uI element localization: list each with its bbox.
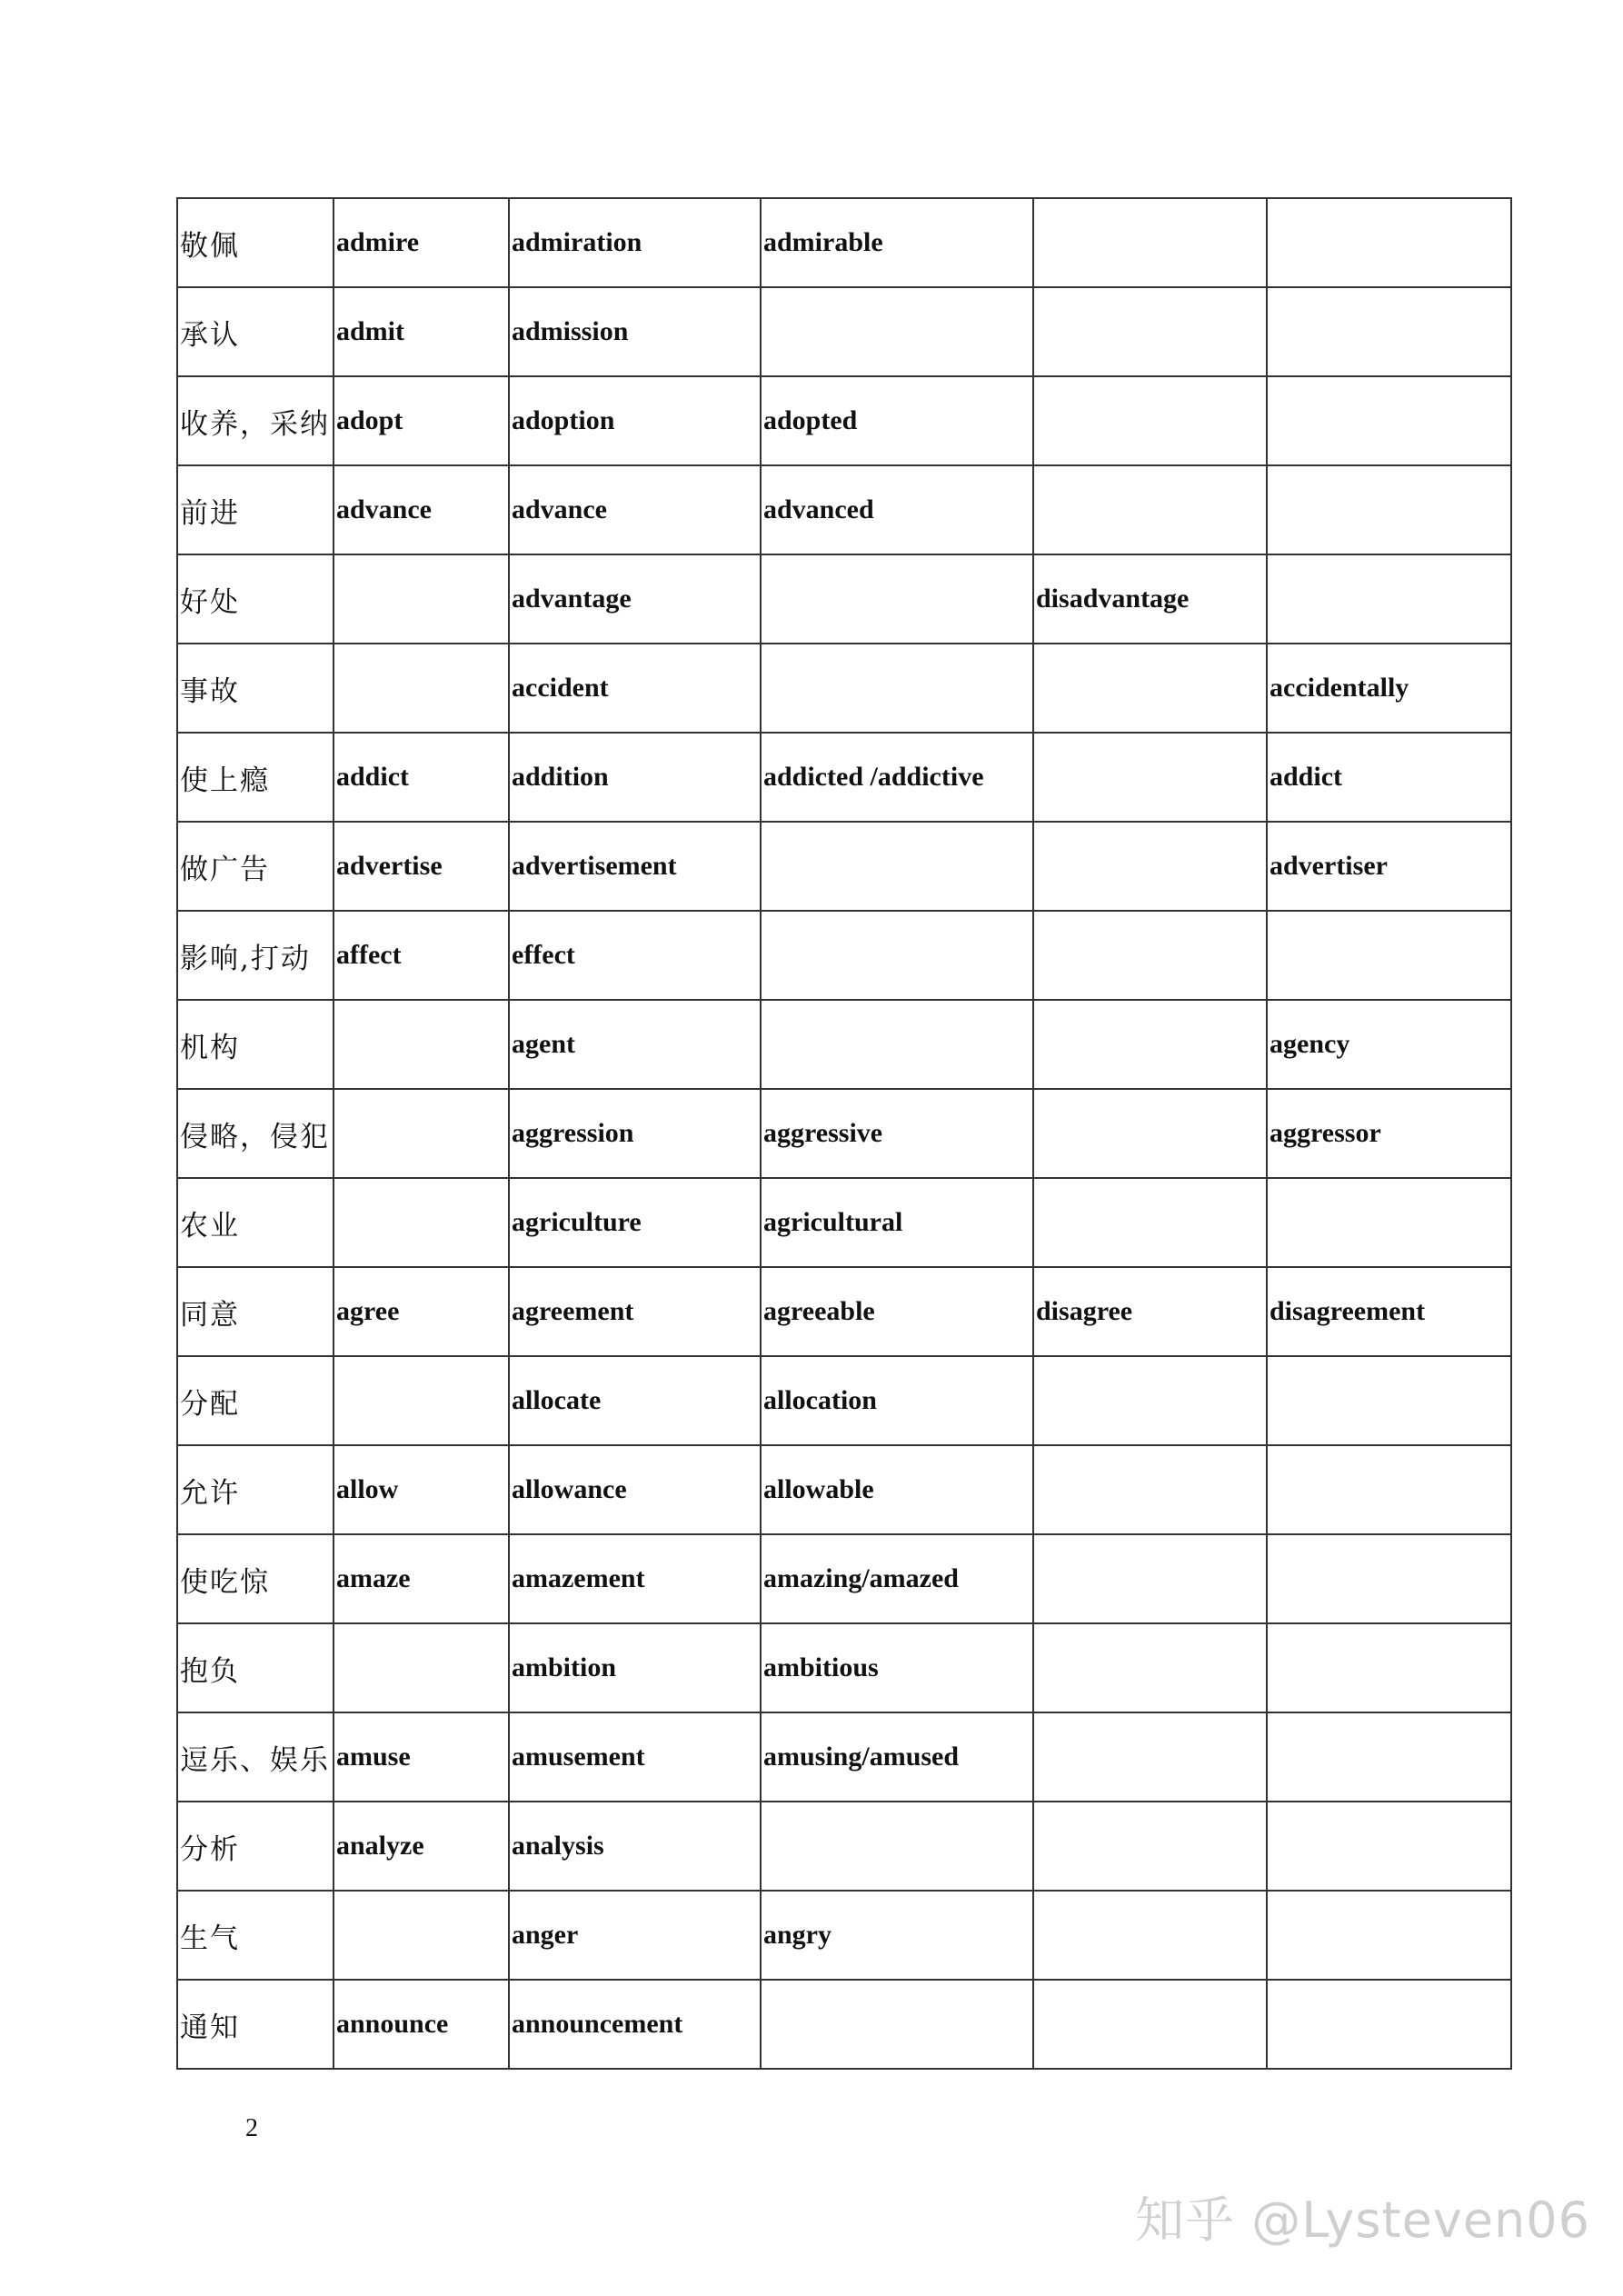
noun-form-cell: addition: [509, 733, 761, 822]
table-row: [177, 822, 1511, 911]
other-form-cell: [1267, 554, 1511, 644]
chinese-meaning-cell: 通知: [177, 1980, 334, 2069]
antonym-form-cell: [1033, 644, 1267, 733]
adjective-form-cell: amusing/amused: [761, 1712, 1033, 1802]
antonym-form-cell: [1033, 198, 1267, 287]
antonym-form-cell: [1033, 1534, 1267, 1623]
other-form-cell: [1267, 1623, 1511, 1712]
chinese-meaning-cell: 同意: [177, 1267, 334, 1356]
verb-form-cell: adopt: [334, 376, 509, 465]
noun-form-cell: advantage: [509, 554, 761, 644]
verb-form-cell: [334, 1356, 509, 1445]
antonym-form-cell: [1033, 1178, 1267, 1267]
verb-form-cell: [334, 1891, 509, 1980]
chinese-meaning-cell: 做广告: [177, 822, 334, 911]
chinese-meaning-cell: 分配: [177, 1356, 334, 1445]
adjective-form-cell: [761, 554, 1033, 644]
verb-form-cell: advance: [334, 465, 509, 554]
other-form-cell: accidentally: [1267, 644, 1511, 733]
antonym-form-cell: [1033, 911, 1267, 1000]
adjective-form-cell: addicted /addictive: [761, 733, 1033, 822]
noun-form-cell: agent: [509, 1000, 761, 1089]
chinese-meaning-cell: 事故: [177, 644, 334, 733]
other-form-cell: [1267, 1356, 1511, 1445]
table-row: [177, 465, 1511, 554]
verb-form-cell: allow: [334, 1445, 509, 1534]
noun-form-cell: agriculture: [509, 1178, 761, 1267]
antonym-form-cell: [1033, 1891, 1267, 1980]
antonym-form-cell: [1033, 1802, 1267, 1891]
chinese-meaning-cell: 好处: [177, 554, 334, 644]
adjective-form-cell: ambitious: [761, 1623, 1033, 1712]
noun-form-cell: ambition: [509, 1623, 761, 1712]
chinese-meaning-cell: 允许: [177, 1445, 334, 1534]
adjective-form-cell: [761, 911, 1033, 1000]
verb-form-cell: addict: [334, 733, 509, 822]
table-row: [177, 287, 1511, 376]
verb-form-cell: [334, 1623, 509, 1712]
verb-form-cell: announce: [334, 1980, 509, 2069]
table-row: [177, 1623, 1511, 1712]
antonym-form-cell: disagree: [1033, 1267, 1267, 1356]
other-form-cell: [1267, 465, 1511, 554]
noun-form-cell: analysis: [509, 1802, 761, 1891]
noun-form-cell: amusement: [509, 1712, 761, 1802]
noun-form-cell: advance: [509, 465, 761, 554]
chinese-meaning-cell: 农业: [177, 1178, 334, 1267]
table-row: [177, 1178, 1511, 1267]
other-form-cell: [1267, 1802, 1511, 1891]
adjective-form-cell: amazing/amazed: [761, 1534, 1033, 1623]
verb-form-cell: admit: [334, 287, 509, 376]
table-row: [177, 1267, 1511, 1356]
adjective-form-cell: advanced: [761, 465, 1033, 554]
chinese-meaning-cell: 抱负: [177, 1623, 334, 1712]
chinese-meaning-cell: 使吃惊: [177, 1534, 334, 1623]
other-form-cell: disagreement: [1267, 1267, 1511, 1356]
other-form-cell: addict: [1267, 733, 1511, 822]
noun-form-cell: allocate: [509, 1356, 761, 1445]
table-row: [177, 1891, 1511, 1980]
chinese-meaning-cell: 逗乐、娱乐: [177, 1712, 334, 1802]
antonym-form-cell: [1033, 1623, 1267, 1712]
antonym-form-cell: [1033, 1089, 1267, 1178]
other-form-cell: [1267, 1712, 1511, 1802]
antonym-form-cell: [1033, 287, 1267, 376]
adjective-form-cell: agreeable: [761, 1267, 1033, 1356]
verb-form-cell: analyze: [334, 1802, 509, 1891]
chinese-meaning-cell: 侵略，侵犯: [177, 1089, 334, 1178]
verb-form-cell: admire: [334, 198, 509, 287]
adjective-form-cell: angry: [761, 1891, 1033, 1980]
antonym-form-cell: [1033, 1445, 1267, 1534]
watermark: 知乎 @Lysteven06: [1135, 2191, 1590, 2249]
other-form-cell: [1267, 376, 1511, 465]
adjective-form-cell: [761, 1802, 1033, 1891]
table-row: [177, 1802, 1511, 1891]
antonym-form-cell: [1033, 1000, 1267, 1089]
verb-form-cell: [334, 554, 509, 644]
verb-form-cell: affect: [334, 911, 509, 1000]
other-form-cell: [1267, 1891, 1511, 1980]
table-row: [177, 1534, 1511, 1623]
table-row: [177, 1445, 1511, 1534]
adjective-form-cell: adopted: [761, 376, 1033, 465]
noun-form-cell: amazement: [509, 1534, 761, 1623]
noun-form-cell: aggression: [509, 1089, 761, 1178]
chinese-meaning-cell: 分析: [177, 1802, 334, 1891]
table-row: [177, 1712, 1511, 1802]
other-form-cell: [1267, 911, 1511, 1000]
other-form-cell: [1267, 1980, 1511, 2069]
vocabulary-table: [176, 197, 1512, 2070]
noun-form-cell: announcement: [509, 1980, 761, 2069]
noun-form-cell: admission: [509, 287, 761, 376]
chinese-meaning-cell: 影响,打动: [177, 911, 334, 1000]
table-row: [177, 1980, 1511, 2069]
adjective-form-cell: agricultural: [761, 1178, 1033, 1267]
verb-form-cell: advertise: [334, 822, 509, 911]
noun-form-cell: effect: [509, 911, 761, 1000]
table-row: [177, 911, 1511, 1000]
antonym-form-cell: disadvantage: [1033, 554, 1267, 644]
noun-form-cell: allowance: [509, 1445, 761, 1534]
adjective-form-cell: admirable: [761, 198, 1033, 287]
other-form-cell: agency: [1267, 1000, 1511, 1089]
table-row: [177, 1356, 1511, 1445]
table-row: [177, 198, 1511, 287]
vocabulary-table-body: [177, 198, 1511, 2069]
table-row: [177, 733, 1511, 822]
adjective-form-cell: [761, 1000, 1033, 1089]
noun-form-cell: admiration: [509, 198, 761, 287]
chinese-meaning-cell: 前进: [177, 465, 334, 554]
verb-form-cell: [334, 1178, 509, 1267]
other-form-cell: [1267, 1178, 1511, 1267]
noun-form-cell: accident: [509, 644, 761, 733]
antonym-form-cell: [1033, 376, 1267, 465]
noun-form-cell: anger: [509, 1891, 761, 1980]
other-form-cell: advertiser: [1267, 822, 1511, 911]
table-row: [177, 1089, 1511, 1178]
adjective-form-cell: aggressive: [761, 1089, 1033, 1178]
other-form-cell: [1267, 1534, 1511, 1623]
other-form-cell: aggressor: [1267, 1089, 1511, 1178]
chinese-meaning-cell: 承认: [177, 287, 334, 376]
verb-form-cell: [334, 1000, 509, 1089]
noun-form-cell: advertisement: [509, 822, 761, 911]
antonym-form-cell: [1033, 465, 1267, 554]
chinese-meaning-cell: 生气: [177, 1891, 334, 1980]
adjective-form-cell: allocation: [761, 1356, 1033, 1445]
antonym-form-cell: [1033, 1980, 1267, 2069]
other-form-cell: [1267, 1445, 1511, 1534]
adjective-form-cell: [761, 644, 1033, 733]
chinese-meaning-cell: 机构: [177, 1000, 334, 1089]
chinese-meaning-cell: 敬佩: [177, 198, 334, 287]
verb-form-cell: [334, 1089, 509, 1178]
table-row: [177, 376, 1511, 465]
antonym-form-cell: [1033, 1356, 1267, 1445]
noun-form-cell: agreement: [509, 1267, 761, 1356]
adjective-form-cell: [761, 822, 1033, 911]
other-form-cell: [1267, 287, 1511, 376]
table-row: [177, 644, 1511, 733]
table-row: [177, 554, 1511, 644]
antonym-form-cell: [1033, 822, 1267, 911]
antonym-form-cell: [1033, 1712, 1267, 1802]
page-number: 2: [245, 2114, 258, 2142]
adjective-form-cell: allowable: [761, 1445, 1033, 1534]
verb-form-cell: [334, 644, 509, 733]
chinese-meaning-cell: 使上瘾: [177, 733, 334, 822]
other-form-cell: [1267, 198, 1511, 287]
table-row: [177, 1000, 1511, 1089]
verb-form-cell: agree: [334, 1267, 509, 1356]
adjective-form-cell: [761, 1980, 1033, 2069]
verb-form-cell: amaze: [334, 1534, 509, 1623]
noun-form-cell: adoption: [509, 376, 761, 465]
adjective-form-cell: [761, 287, 1033, 376]
verb-form-cell: amuse: [334, 1712, 509, 1802]
chinese-meaning-cell: 收养，采纳: [177, 376, 334, 465]
antonym-form-cell: [1033, 733, 1267, 822]
